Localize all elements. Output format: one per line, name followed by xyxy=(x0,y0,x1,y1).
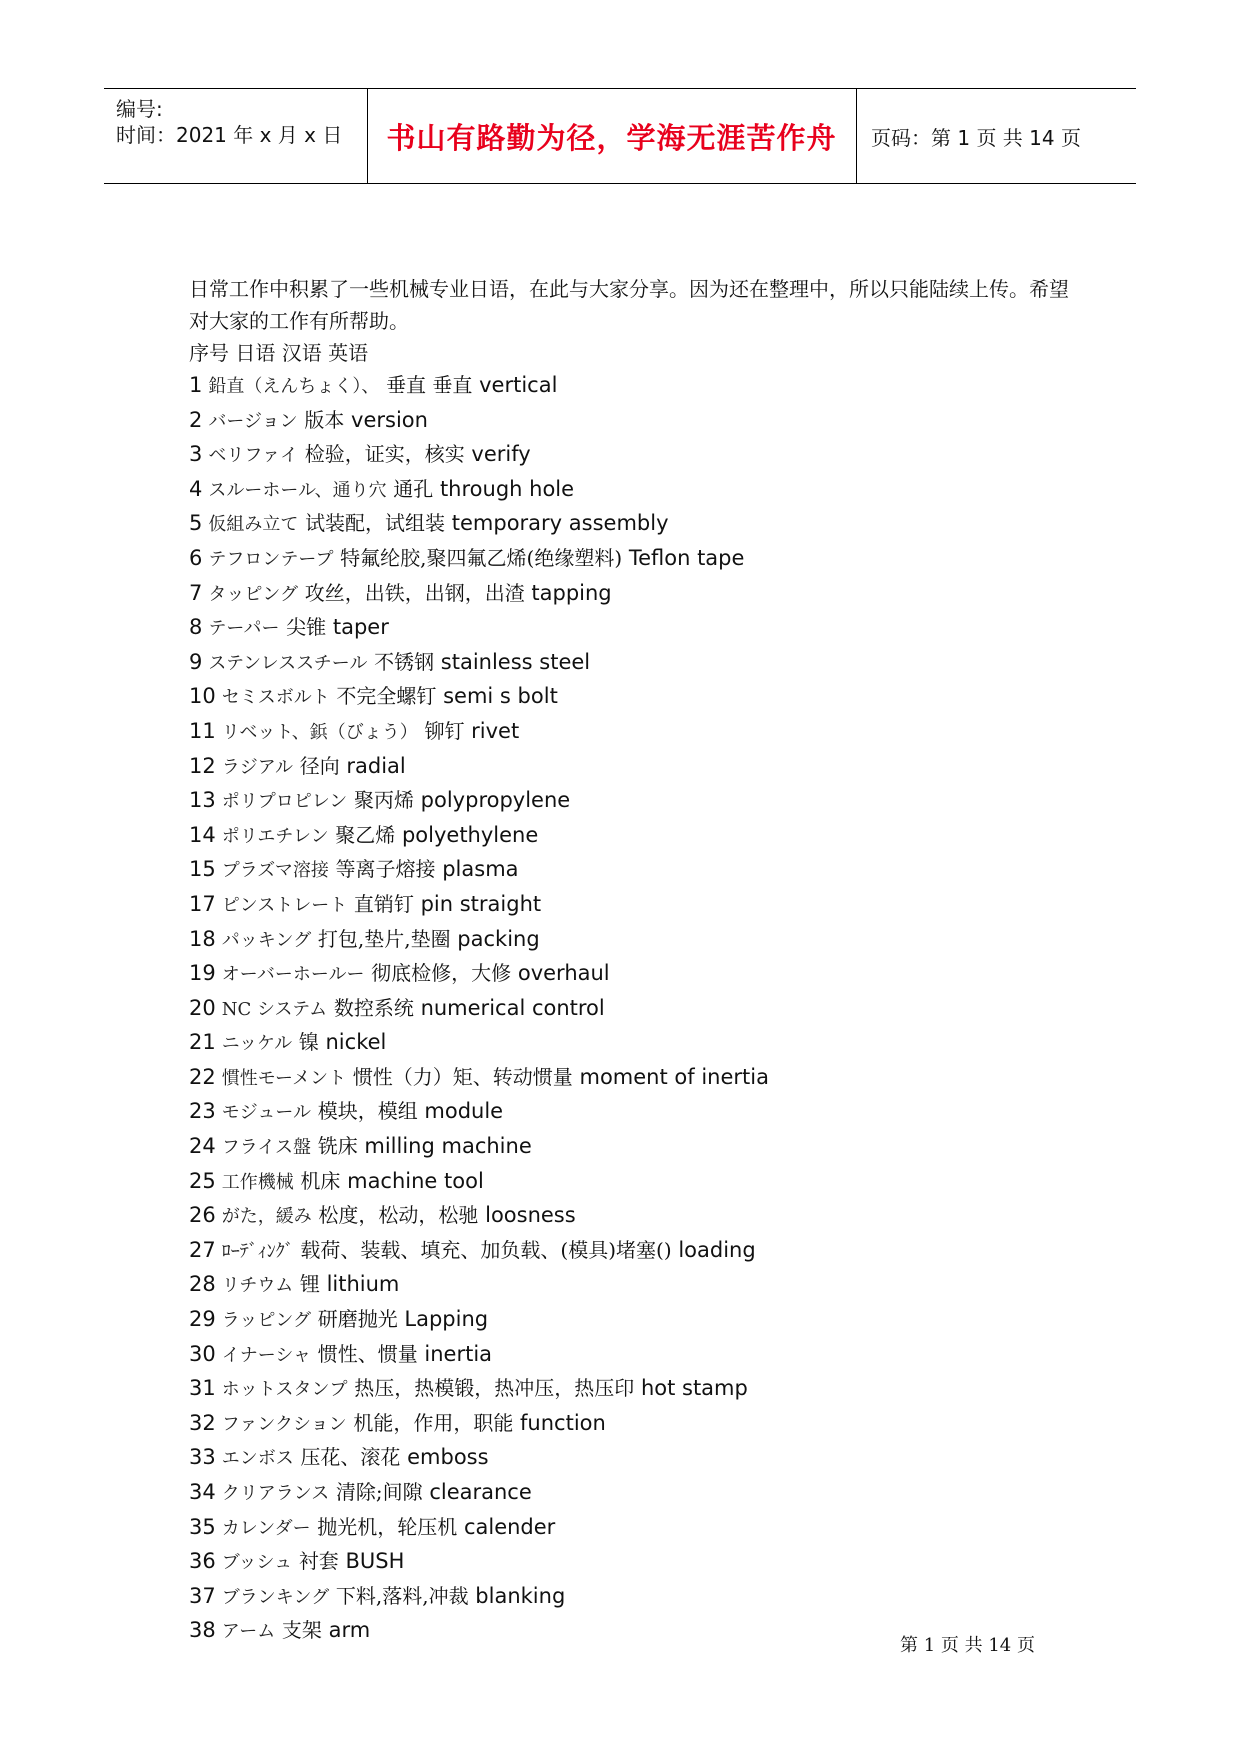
entry-num: 15 xyxy=(189,857,216,882)
entry-ja: ポリエチレン xyxy=(221,825,329,847)
entry-zh: 镍 xyxy=(298,1030,319,1055)
entry-zh: 径向 xyxy=(299,753,340,778)
entry-ja: ピンストレート xyxy=(221,894,348,916)
entry-zh: 支架 xyxy=(281,1618,322,1643)
glossary-entry xyxy=(189,957,1069,992)
entry-ja: 工作機械 xyxy=(221,1171,294,1193)
glossary-entry xyxy=(189,1303,1069,1338)
motto: 书山有路勤为径，学海无涯苦作舟 xyxy=(386,120,837,155)
entry-zh: 攻丝，出铁，出钢，出渣 xyxy=(304,580,525,605)
entry-num: 18 xyxy=(189,926,216,951)
entry-en: hot stamp xyxy=(640,1376,748,1401)
entry-en: semi s bolt xyxy=(443,684,558,709)
glossary-entry xyxy=(189,680,1069,715)
entry-zh: 松度，松动，松驰 xyxy=(318,1203,479,1228)
glossary-entry xyxy=(189,1061,1069,1096)
entry-en: machine tool xyxy=(347,1168,484,1193)
entry-en: pin straight xyxy=(420,891,542,916)
entry-zh: 打包,垫片,垫圈 xyxy=(317,926,451,951)
entry-num: 27 xyxy=(189,1237,216,1262)
entry-en: loosness xyxy=(485,1203,576,1228)
entry-zh: 铆钉 xyxy=(424,718,465,743)
entry-zh: 衬套 xyxy=(298,1549,339,1574)
entry-en: packing xyxy=(457,926,540,951)
entry-zh: 清除;间隙 xyxy=(335,1480,423,1504)
glossary-entry xyxy=(189,992,1069,1027)
entry-zh: 通孔 xyxy=(393,476,434,501)
entry-ja: ラジアル xyxy=(221,756,294,778)
glossary-entry xyxy=(189,542,1069,577)
glossary-entry xyxy=(189,438,1069,473)
entry-en: overhaul xyxy=(517,961,610,986)
entry-ja: 慣性モーメント xyxy=(221,1067,347,1089)
entry-num: 6 xyxy=(189,545,203,570)
entry-en: polyethylene xyxy=(401,822,539,847)
entry-ja: NC システム xyxy=(221,998,328,1020)
entry-en: stainless steel xyxy=(440,649,591,674)
page-footer: 第 1 页 共 14 页 xyxy=(900,1635,1035,1656)
glossary-entry xyxy=(189,1095,1069,1130)
entry-ja: リベット、鋲（びょう） xyxy=(221,721,418,743)
entry-num: 4 xyxy=(189,476,203,501)
entry-zh: 特氟纶胶,聚四氟乙烯(绝缘塑料) xyxy=(340,545,623,570)
entry-zh: 直销钉 xyxy=(353,891,414,916)
header-page-cell xyxy=(857,89,1136,183)
glossary-entry xyxy=(189,577,1069,612)
entry-en: temporary assembly xyxy=(451,511,669,536)
entry-num: 38 xyxy=(189,1618,216,1643)
entry-num: 8 xyxy=(189,615,203,640)
entry-en: loading xyxy=(678,1237,756,1262)
entry-num: 31 xyxy=(189,1376,216,1401)
entry-zh: 数控系统 xyxy=(333,995,414,1020)
entry-num: 35 xyxy=(189,1514,216,1539)
glossary-list xyxy=(189,369,1069,1649)
entry-en: nickel xyxy=(325,1030,387,1055)
entry-zh: 模块，模组 xyxy=(317,1099,418,1124)
glossary-entry xyxy=(189,923,1069,958)
glossary-entry xyxy=(189,1407,1069,1442)
entry-zh: 载荷、装载、填充、加负载、(模具)堵塞() xyxy=(300,1237,672,1262)
entry-num: 9 xyxy=(189,649,203,674)
entry-en: moment of inertia xyxy=(579,1064,769,1089)
glossary-entry xyxy=(189,750,1069,785)
header-motto-cell xyxy=(367,89,857,183)
entry-zh: 惯性（力）矩、转动惯量 xyxy=(352,1064,573,1089)
column-headers: 序号 日语 汉语 英语 xyxy=(189,341,369,365)
entry-ja: テーパー xyxy=(208,618,280,640)
entry-num: 32 xyxy=(189,1410,216,1435)
entry-ja: プラズマ溶接 xyxy=(221,860,329,882)
entry-en: through hole xyxy=(439,476,575,501)
entry-num: 24 xyxy=(189,1134,216,1159)
entry-num: 23 xyxy=(189,1099,216,1124)
glossary-entry xyxy=(189,1165,1069,1200)
entry-en: function xyxy=(520,1410,606,1435)
entry-num: 10 xyxy=(189,684,216,709)
entry-en: taper xyxy=(332,615,389,640)
entry-ja: モジュール xyxy=(221,1102,312,1124)
entry-num: 37 xyxy=(189,1583,216,1608)
glossary-entry xyxy=(189,646,1069,681)
entry-en: radial xyxy=(346,753,406,778)
entry-en: verify xyxy=(471,442,531,467)
entry-ja: ﾛｰﾃﾞｨﾝｸﾞ xyxy=(221,1240,294,1262)
intro-paragraph: 日常工作中积累了一些机械专业日语，在此与大家分享。因为还在整理中，所以只能陆续上传。希望对大家的工作有所帮助。 xyxy=(189,277,1069,333)
glossary-entry xyxy=(189,853,1069,888)
entry-zh: 下料,落料,冲裁 xyxy=(335,1583,469,1608)
entry-ja: ポリプロピレン xyxy=(221,791,348,813)
document-date: 时间：2021 年 x 月 x 日 xyxy=(116,123,343,147)
entry-ja: ステンレススチール xyxy=(208,652,368,674)
entry-ja: クリアランス xyxy=(221,1483,330,1504)
entry-zh: 研磨抛光 xyxy=(317,1307,398,1332)
entry-num: 7 xyxy=(189,580,203,605)
entry-ja: がた，緩み xyxy=(221,1206,312,1228)
entry-num: 26 xyxy=(189,1203,216,1228)
entry-en: plasma xyxy=(442,857,519,882)
entry-ja: タッピング xyxy=(208,583,299,605)
entry-num: 33 xyxy=(189,1445,216,1470)
entry-ja: テフロンテープ xyxy=(208,548,334,570)
entry-num: 1 xyxy=(189,373,203,397)
glossary-entry xyxy=(189,784,1069,819)
entry-num: 34 xyxy=(189,1480,216,1504)
entry-en: emboss xyxy=(407,1445,489,1470)
entry-zh: 检验，证实，核实 xyxy=(304,442,465,467)
glossary-entry xyxy=(189,1441,1069,1476)
document-header xyxy=(104,88,1136,184)
entry-ja: ブッシュ xyxy=(221,1552,293,1574)
entry-num: 19 xyxy=(189,961,216,986)
entry-en: BUSH xyxy=(345,1549,405,1574)
entry-zh: 垂直 垂直 xyxy=(386,373,473,397)
glossary-entry xyxy=(189,1511,1069,1546)
entry-num: 5 xyxy=(189,511,203,536)
entry-num: 25 xyxy=(189,1168,216,1193)
glossary-entry xyxy=(189,819,1069,854)
page-code: 页码：第 1 页 共 14 页 xyxy=(871,125,1081,150)
entry-num: 12 xyxy=(189,753,216,778)
entry-en: calender xyxy=(463,1514,556,1539)
glossary-entry xyxy=(189,888,1069,923)
entry-zh: 铣床 xyxy=(317,1134,358,1159)
entry-ja: ファンクション xyxy=(221,1413,347,1435)
entry-en: lithium xyxy=(326,1272,400,1297)
glossary-entry xyxy=(189,1545,1069,1580)
glossary-entry xyxy=(189,1199,1069,1234)
entry-zh: 抛光机，轮压机 xyxy=(317,1514,458,1539)
entry-ja: オーバーホールー xyxy=(221,964,365,986)
entry-ja: イナーシャ xyxy=(221,1344,312,1366)
entry-ja: フライス盤 xyxy=(221,1137,312,1159)
entry-num: 17 xyxy=(189,891,216,916)
glossary-entry xyxy=(189,1130,1069,1165)
glossary-entry xyxy=(189,1476,1069,1511)
entry-en: version xyxy=(351,407,428,432)
entry-zh: 锂 xyxy=(299,1272,320,1297)
entry-ja: ラッピング xyxy=(221,1310,312,1332)
entry-num: 2 xyxy=(189,407,203,432)
glossary-entry xyxy=(189,1026,1069,1061)
glossary-entry xyxy=(189,1234,1069,1269)
entry-zh: 聚丙烯 xyxy=(353,788,414,813)
glossary-entry xyxy=(189,473,1069,508)
entry-ja: スルーホール、通り穴 xyxy=(208,479,387,501)
entry-en: inertia xyxy=(424,1341,493,1366)
entry-ja: ニッケル xyxy=(221,1033,293,1055)
entry-zh: 等离子熔接 xyxy=(335,857,436,882)
entry-zh: 版本 xyxy=(304,407,345,432)
entry-en: Lapping xyxy=(404,1307,489,1332)
entry-ja: エンボス xyxy=(221,1448,294,1470)
entry-num: 11 xyxy=(189,718,216,743)
entry-en: numerical control xyxy=(420,995,605,1020)
entry-ja: 仮組み立て xyxy=(208,514,299,536)
entry-zh: 机床 xyxy=(300,1168,341,1193)
entry-zh: 不完全螺钉 xyxy=(336,684,437,709)
entry-num: 22 xyxy=(189,1064,216,1089)
entry-en: Teflon tape xyxy=(628,545,745,570)
entry-num: 36 xyxy=(189,1549,216,1574)
entry-ja: ホットスタンプ xyxy=(221,1379,348,1401)
entry-zh: 彻底检修，大修 xyxy=(371,961,512,986)
glossary-entry xyxy=(189,404,1069,439)
entry-num: 20 xyxy=(189,995,216,1020)
entry-en: polypropylene xyxy=(420,788,571,813)
entry-zh: 压花、滚花 xyxy=(300,1445,401,1470)
entry-num: 13 xyxy=(189,788,216,813)
entry-num: 28 xyxy=(189,1272,216,1297)
document-number-label: 编号: xyxy=(116,97,163,121)
entry-ja: 鉛直（えんちょく）、 xyxy=(208,376,380,397)
entry-ja: カレンダー xyxy=(221,1517,311,1539)
entry-en: arm xyxy=(328,1618,371,1643)
entry-en: module xyxy=(424,1099,504,1124)
entry-zh: 试装配，试组装 xyxy=(305,511,446,536)
entry-zh: 惯性、惯量 xyxy=(317,1341,418,1366)
glossary-entry xyxy=(189,1268,1069,1303)
entry-en: blanking xyxy=(475,1583,566,1608)
glossary-entry xyxy=(189,611,1069,646)
entry-ja: リチウム xyxy=(221,1275,294,1297)
document-body xyxy=(189,273,1069,1649)
entry-en: clearance xyxy=(429,1480,532,1504)
glossary-entry xyxy=(189,1372,1069,1407)
entry-en: rivet xyxy=(471,718,520,743)
entry-ja: バージョン xyxy=(208,410,298,432)
entry-ja: ベリファイ xyxy=(208,445,299,467)
entry-en: tapping xyxy=(531,580,612,605)
entry-en: milling machine xyxy=(364,1134,532,1159)
entry-num: 21 xyxy=(189,1030,216,1055)
entry-ja: ブランキング xyxy=(221,1586,330,1608)
glossary-entry xyxy=(189,1338,1069,1373)
entry-num: 3 xyxy=(189,442,203,467)
header-info-cell xyxy=(104,89,368,183)
entry-zh: 热压，热模锻，热冲压，热压印 xyxy=(354,1376,635,1401)
entry-num: 29 xyxy=(189,1307,216,1332)
glossary-entry xyxy=(189,715,1069,750)
entry-zh: 不锈钢 xyxy=(374,649,435,674)
entry-zh: 聚乙烯 xyxy=(335,822,396,847)
entry-ja: アーム xyxy=(221,1621,276,1643)
entry-num: 14 xyxy=(189,822,216,847)
entry-ja: セミスボルト xyxy=(221,687,330,709)
entry-zh: 机能，作用，职能 xyxy=(353,1410,514,1435)
glossary-entry xyxy=(189,369,1069,404)
glossary-entry xyxy=(189,1580,1069,1615)
entry-zh: 尖锥 xyxy=(286,615,327,640)
entry-num: 30 xyxy=(189,1341,216,1366)
entry-ja: パッキング xyxy=(221,929,312,951)
entry-en: vertical xyxy=(479,373,558,397)
glossary-entry xyxy=(189,507,1069,542)
